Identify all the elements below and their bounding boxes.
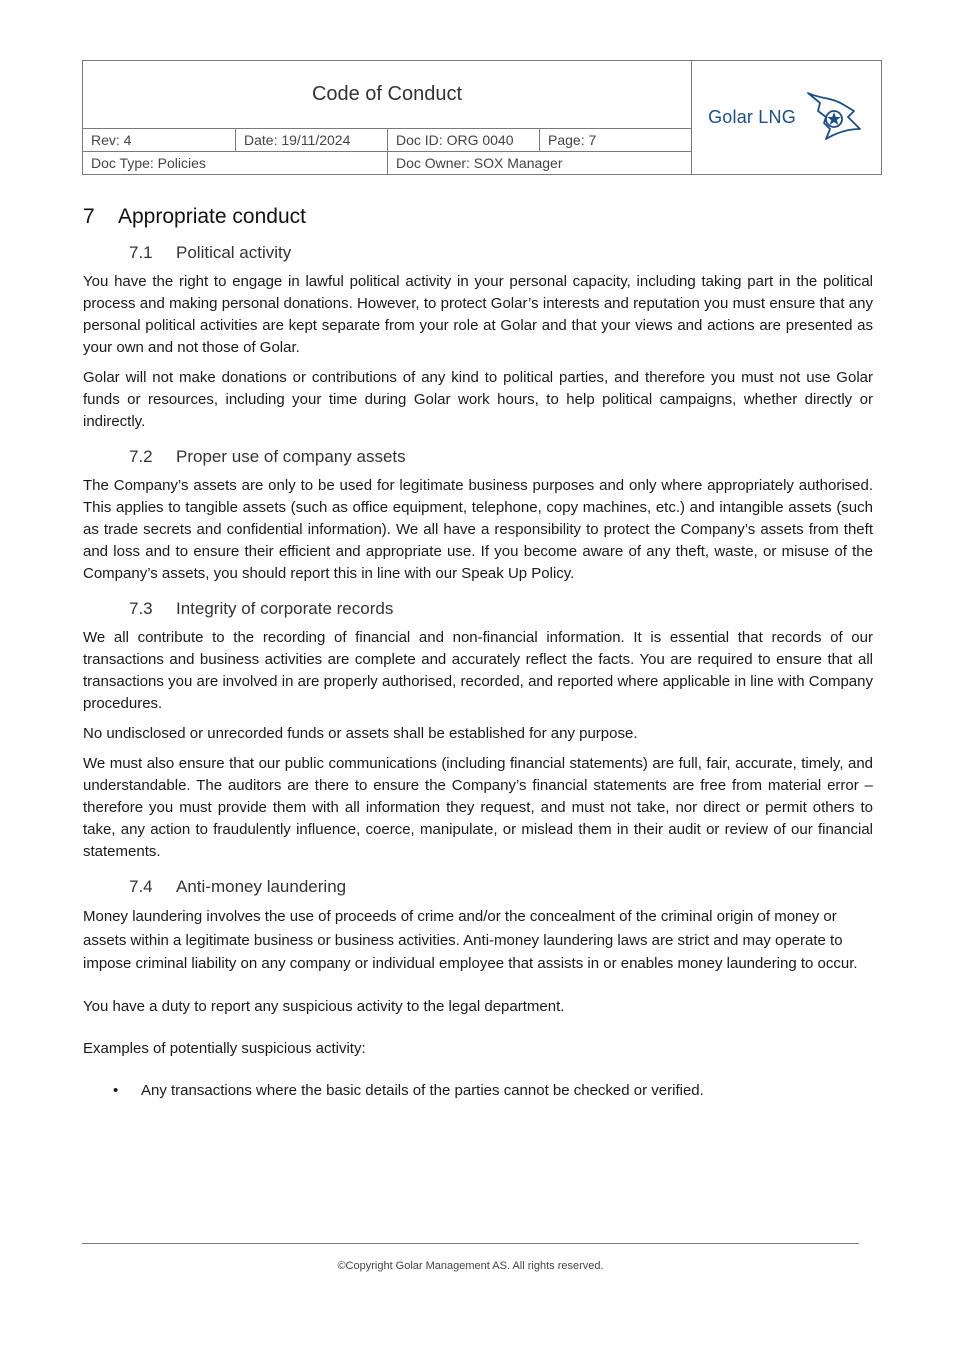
subsection-heading-7-2 bbox=[129, 447, 873, 467]
bullet-icon: • bbox=[113, 1081, 119, 1099]
company-logo bbox=[691, 61, 881, 174]
document-header bbox=[82, 60, 882, 175]
subsection-heading-7-1 bbox=[129, 243, 873, 263]
paragraph: We must also ensure that our public communications (including financial statements) are full, fair, accurate, timely, and understandable. The auditors are there to ensure the Company’s financial statements are free from material error – therefore you must provide them with all information they request, and must not take, nor direct or permit others to take, any action to fraudulently influence, coerce, manipulate, or mislead them in their audit or review of our financial statements. bbox=[83, 755, 873, 860]
subsection-title: Proper use of company assets bbox=[176, 447, 406, 466]
paragraph: Golar will not make donations or contributions of any kind to political parties, and therefore you must not use Golar funds or resources, including your time during Golar work hours, to help political campaigns, whether directly or indirectly. bbox=[83, 369, 873, 430]
logo-wordmark: Golar LNG bbox=[708, 107, 796, 127]
header-row-owner bbox=[83, 152, 691, 174]
page-cell: Page: 7 bbox=[539, 129, 691, 151]
document-body bbox=[83, 205, 873, 1102]
subsection-number: 7.1 bbox=[129, 243, 153, 262]
flag-logo-icon bbox=[802, 89, 864, 147]
doc-type-cell: Doc Type: Policies bbox=[91, 155, 206, 171]
subsection-heading-7-4 bbox=[129, 877, 873, 897]
header-info-block bbox=[83, 61, 692, 174]
doc-id-cell: Doc ID: ORG 0040 bbox=[387, 129, 539, 151]
section-number: 7 bbox=[83, 205, 95, 228]
date-cell: Date: 19/11/2024 bbox=[235, 129, 387, 151]
revision-cell: Rev: 4 bbox=[91, 132, 132, 148]
paragraph: Examples of potentially suspicious activity: bbox=[83, 1040, 366, 1057]
section-heading bbox=[83, 205, 873, 229]
paragraph: You have the right to engage in lawful political activity in your personal capacity, including taking part in the political process and making personal donations. However, to protect Golar’s interests and reputation you must ensure that any personal political activities are kept separate from your role at Golar and that your views and actions are presented as your own and not those of Golar. bbox=[83, 273, 873, 356]
header-row-meta bbox=[83, 129, 691, 152]
doc-owner-cell: Doc Owner: SOX Manager bbox=[387, 152, 691, 174]
footer-divider bbox=[82, 1243, 859, 1244]
subsection-title: Integrity of corporate records bbox=[176, 599, 394, 618]
paragraph: You have a duty to report any suspicious activity to the legal department. bbox=[83, 997, 565, 1015]
bullet-list bbox=[83, 1080, 873, 1102]
subsection-number: 7.3 bbox=[129, 599, 153, 618]
subsection-title: Political activity bbox=[176, 243, 292, 262]
document-title: Code of Conduct bbox=[83, 61, 691, 129]
paragraph: The Company’s assets are only to be used for legitimate business purposes and only where appropriately authorised. This applies to tangible assets (such as office equipment, telephone, copy machines, etc.) and intangible assets (such as trade secrets and confidential information). We all have a responsibility to protect the Company’s assets from theft and loss and to ensure their efficient and appropriate use. If you become aware of any theft, waste, or misuse of the Company’s assets, you should report this in line with our Speak Up Policy. bbox=[83, 477, 873, 582]
paragraph: No undisclosed or unrecorded funds or assets shall be established for any purpose. bbox=[83, 725, 638, 742]
subsection-number: 7.2 bbox=[129, 447, 153, 466]
subsection-heading-7-3 bbox=[129, 599, 873, 619]
section-title: Appropriate conduct bbox=[118, 205, 306, 228]
list-item-text: Any transactions where the basic details of the parties cannot be checked or verified. bbox=[141, 1081, 704, 1099]
list-item bbox=[83, 1080, 873, 1102]
paragraph: We all contribute to the recording of financial and non-financial information. It is essential that records of our transactions and business activities are complete and accurately reflect the facts. You are required to ensure that all transactions you are involved in are properly authorised, recorded, and reported where applicable in line with Company procedures. bbox=[83, 629, 873, 712]
footer-copyright: ©Copyright Golar Management AS. All rights reserved. bbox=[337, 1260, 604, 1272]
paragraph: Money laundering involves the use of proceeds of crime and/or the concealment of the criminal origin of money or assets within a legitimate business or business activities. Anti-money laundering laws are strict and may operate to impose criminal liability on any company or individual employee that assists in or enables money laundering to occur. bbox=[83, 908, 858, 972]
subsection-number: 7.4 bbox=[129, 877, 153, 896]
subsection-title: Anti-money laundering bbox=[176, 877, 347, 896]
